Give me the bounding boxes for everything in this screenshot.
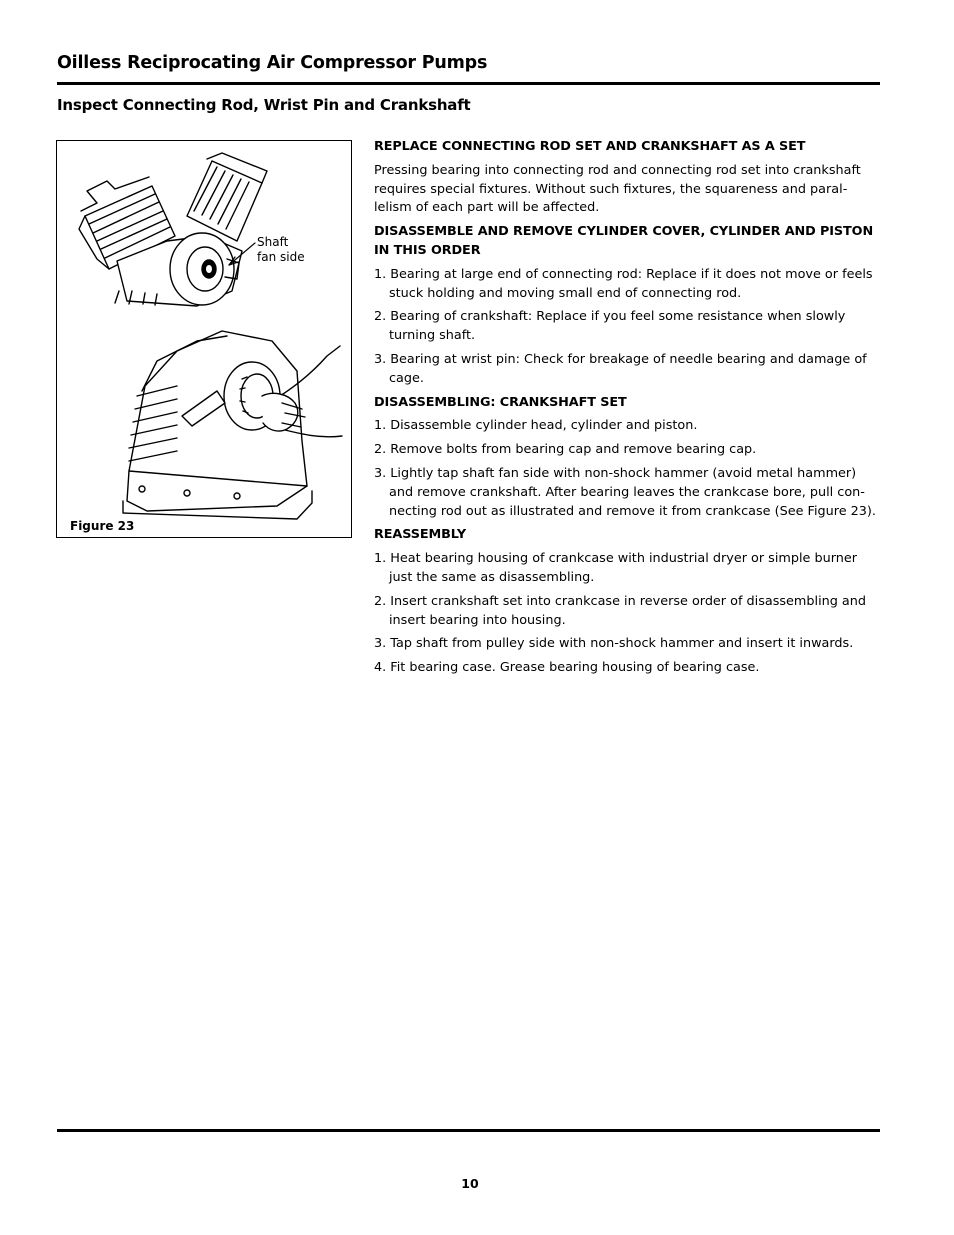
figure-23: [56, 140, 352, 538]
section-title: Inspect Connecting Rod, Wrist Pin and Crankshaft: [57, 96, 471, 114]
heading-reassembly: REASSEMBLY: [374, 527, 467, 543]
list-item: 2. Remove bolts from bearing cap and remove bearing cap.: [374, 442, 757, 458]
list-item: 2. Bearing of crankshaft: Replace if you feel some resistance when slowly turning shaft.: [374, 309, 846, 344]
list-item: 1. Disassemble cylinder head, cylinder and piston.: [374, 418, 698, 434]
list-item: 3. Tap shaft from pulley side with non-shock hammer and insert it inwards.: [374, 636, 854, 652]
crankcase-drawing: [123, 331, 342, 519]
page-number: 10: [461, 1176, 479, 1191]
callout-line-2: fan side: [257, 250, 305, 264]
pump-head-drawing: [79, 153, 267, 306]
heading-replace-set: REPLACE CONNECTING ROD SET AND CRANKSHAFT AS A SET: [374, 139, 806, 154]
list-item: 1. Bearing at large end of connecting rod: Replace if it does not move or feels stuck holding and moving small end of connecting rod.: [374, 266, 873, 301]
callout-line-1: Shaft: [257, 235, 289, 249]
figure-caption: Figure 23: [70, 519, 135, 533]
list-item: 4. Fit bearing case. Grease bearing housing of bearing case.: [374, 660, 760, 676]
list-item: 3. Bearing at wrist pin: Check for breakage of needle bearing and damage of cage.: [374, 351, 867, 386]
list-item: 2. Insert crankshaft set into crankcase in reverse order of disassembling and insert bearing into housing.: [374, 593, 867, 628]
paragraph-fixtures: Pressing bearing into connecting rod and connecting rod set into crankshaft requires special fixtures. Without such fixtures, the squareness and parallelism of each part will be affected.: [374, 162, 861, 216]
compressor-illustration: [57, 141, 351, 537]
footer-rule: [57, 1129, 880, 1132]
heading-disassembling-crankshaft: DISASSEMBLING: CRANKSHAFT SET: [374, 394, 627, 410]
list-item: 1. Heat bearing housing of crankcase with industrial dryer or simple burner just the same as disassembling.: [374, 551, 858, 585]
document-title: Oilless Reciprocating Air Compressor Pumps: [57, 53, 488, 73]
header-rule: [57, 82, 880, 85]
shaft-callout: [257, 235, 305, 265]
list-item: 3. Lightly tap shaft fan side with non-shock hammer (avoid metal hammer) and remove crankshaft. After bearing leaves the crankcase bore, pull connecting rod out as illustrated and remove it from crankcase (See Figure 23).: [374, 465, 876, 519]
heading-disassemble-order: DISASSEMBLE AND REMOVE CYLINDER COVER, CYLINDER AND PISTON IN THIS ORDER: [374, 224, 874, 258]
instructions-column: [374, 138, 880, 683]
